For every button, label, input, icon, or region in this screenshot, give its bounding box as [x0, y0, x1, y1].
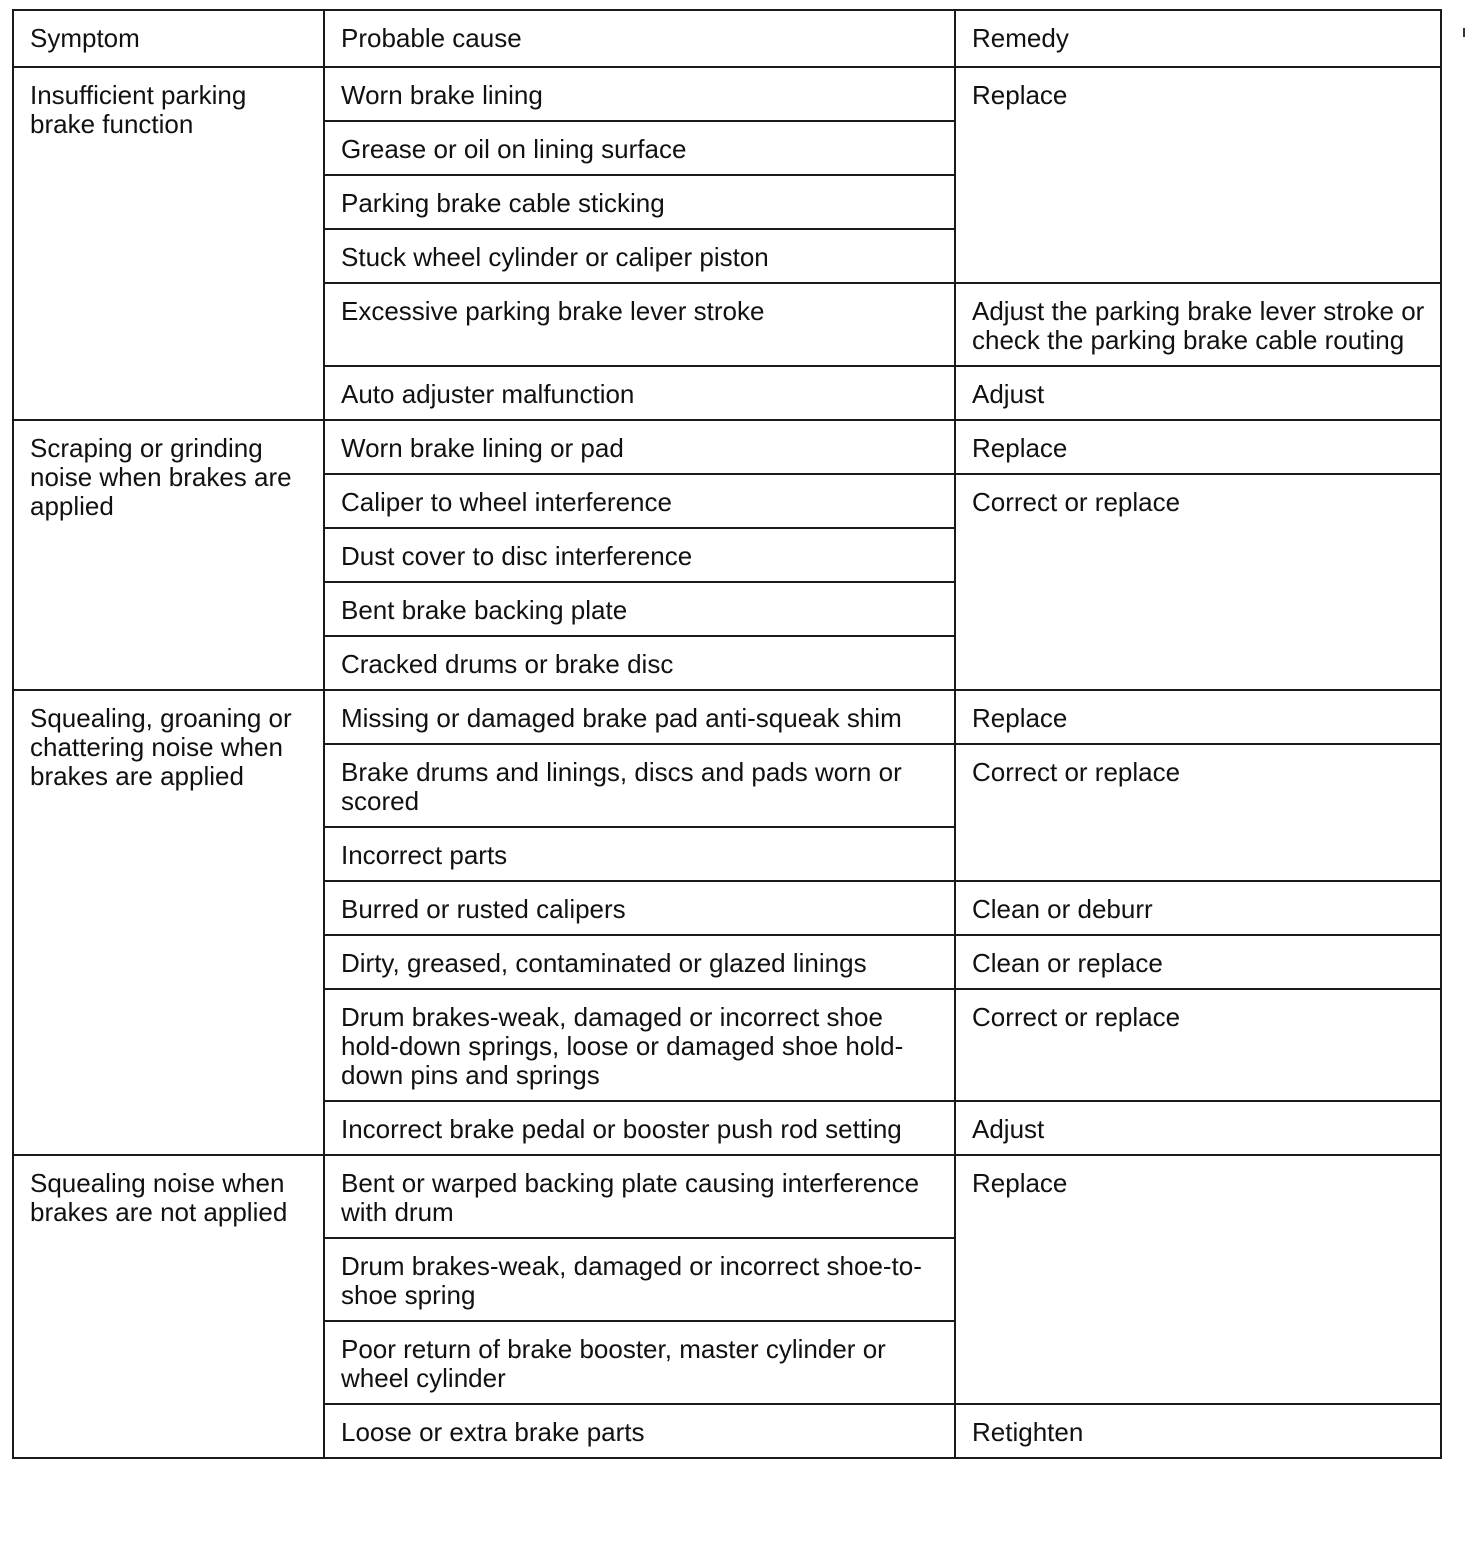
remedy-cell: Replace — [955, 67, 1441, 283]
remedy-cell: Clean or deburr — [955, 881, 1441, 935]
probable-cause-cell: Excessive parking brake lever stroke — [324, 283, 955, 366]
table-row — [13, 1155, 1441, 1238]
remedy-cell: Adjust — [955, 366, 1441, 420]
remedy-cell: Correct or replace — [955, 989, 1441, 1101]
remedy-cell: Adjust the parking brake lever stroke or check the parking brake cable routing — [955, 283, 1441, 366]
probable-cause-cell: Worn brake lining — [324, 67, 955, 121]
probable-cause-cell: Loose or extra brake parts — [324, 1404, 955, 1458]
probable-cause-cell: Brake drums and linings, discs and pads worn or scored — [324, 744, 955, 827]
probable-cause-cell: Missing or damaged brake pad anti-squeak shim — [324, 690, 955, 744]
probable-cause-cell: Incorrect parts — [324, 827, 955, 881]
probable-cause-cell: Auto adjuster malfunction — [324, 366, 955, 420]
remedy-cell: Correct or replace — [955, 744, 1441, 881]
table-header — [13, 10, 1441, 67]
header-symptom: Symptom — [13, 10, 324, 67]
table-row — [13, 690, 1441, 744]
table-body — [13, 67, 1441, 1458]
symptom-cell: Squealing, groaning or chattering noise when brakes are applied — [13, 690, 324, 1155]
table-row — [13, 420, 1441, 474]
header-row — [13, 10, 1441, 67]
probable-cause-cell: Bent brake backing plate — [324, 582, 955, 636]
probable-cause-cell: Dust cover to disc interference — [324, 528, 955, 582]
probable-cause-cell: Bent or warped backing plate causing interference with drum — [324, 1155, 955, 1238]
probable-cause-cell: Grease or oil on lining surface — [324, 121, 955, 175]
probable-cause-cell: Poor return of brake booster, master cylinder or wheel cylinder — [324, 1321, 955, 1404]
remedy-cell: Correct or replace — [955, 474, 1441, 690]
symptom-cell: Squealing noise when brakes are not applied — [13, 1155, 324, 1458]
probable-cause-cell: Cracked drums or brake disc — [324, 636, 955, 690]
header-remedy: Remedy — [955, 10, 1441, 67]
remedy-cell: Adjust — [955, 1101, 1441, 1155]
remedy-cell: Replace — [955, 690, 1441, 744]
probable-cause-cell: Drum brakes-weak, damaged or incorrect shoe hold-down springs, loose or damaged shoe hold-down pins and springs — [324, 989, 955, 1101]
probable-cause-cell: Burred or rusted calipers — [324, 881, 955, 935]
symptom-cell: Insufficient parking brake function — [13, 67, 324, 420]
remedy-cell: Replace — [955, 420, 1441, 474]
probable-cause-cell: Parking brake cable sticking — [324, 175, 955, 229]
probable-cause-cell: Drum brakes-weak, damaged or incorrect shoe-to-shoe spring — [324, 1238, 955, 1321]
header-probable-cause: Probable cause — [324, 10, 955, 67]
table-row — [13, 67, 1441, 121]
remedy-cell: Clean or replace — [955, 935, 1441, 989]
probable-cause-cell: Incorrect brake pedal or booster push rod setting — [324, 1101, 955, 1155]
probable-cause-cell: Caliper to wheel interference — [324, 474, 955, 528]
scan-artifact-mark — [1463, 28, 1465, 37]
probable-cause-cell: Dirty, greased, contaminated or glazed linings — [324, 935, 955, 989]
troubleshooting-table — [12, 9, 1442, 1459]
remedy-cell: Replace — [955, 1155, 1441, 1404]
symptom-cell: Scraping or grinding noise when brakes are applied — [13, 420, 324, 690]
probable-cause-cell: Stuck wheel cylinder or caliper piston — [324, 229, 955, 283]
remedy-cell: Retighten — [955, 1404, 1441, 1458]
probable-cause-cell: Worn brake lining or pad — [324, 420, 955, 474]
